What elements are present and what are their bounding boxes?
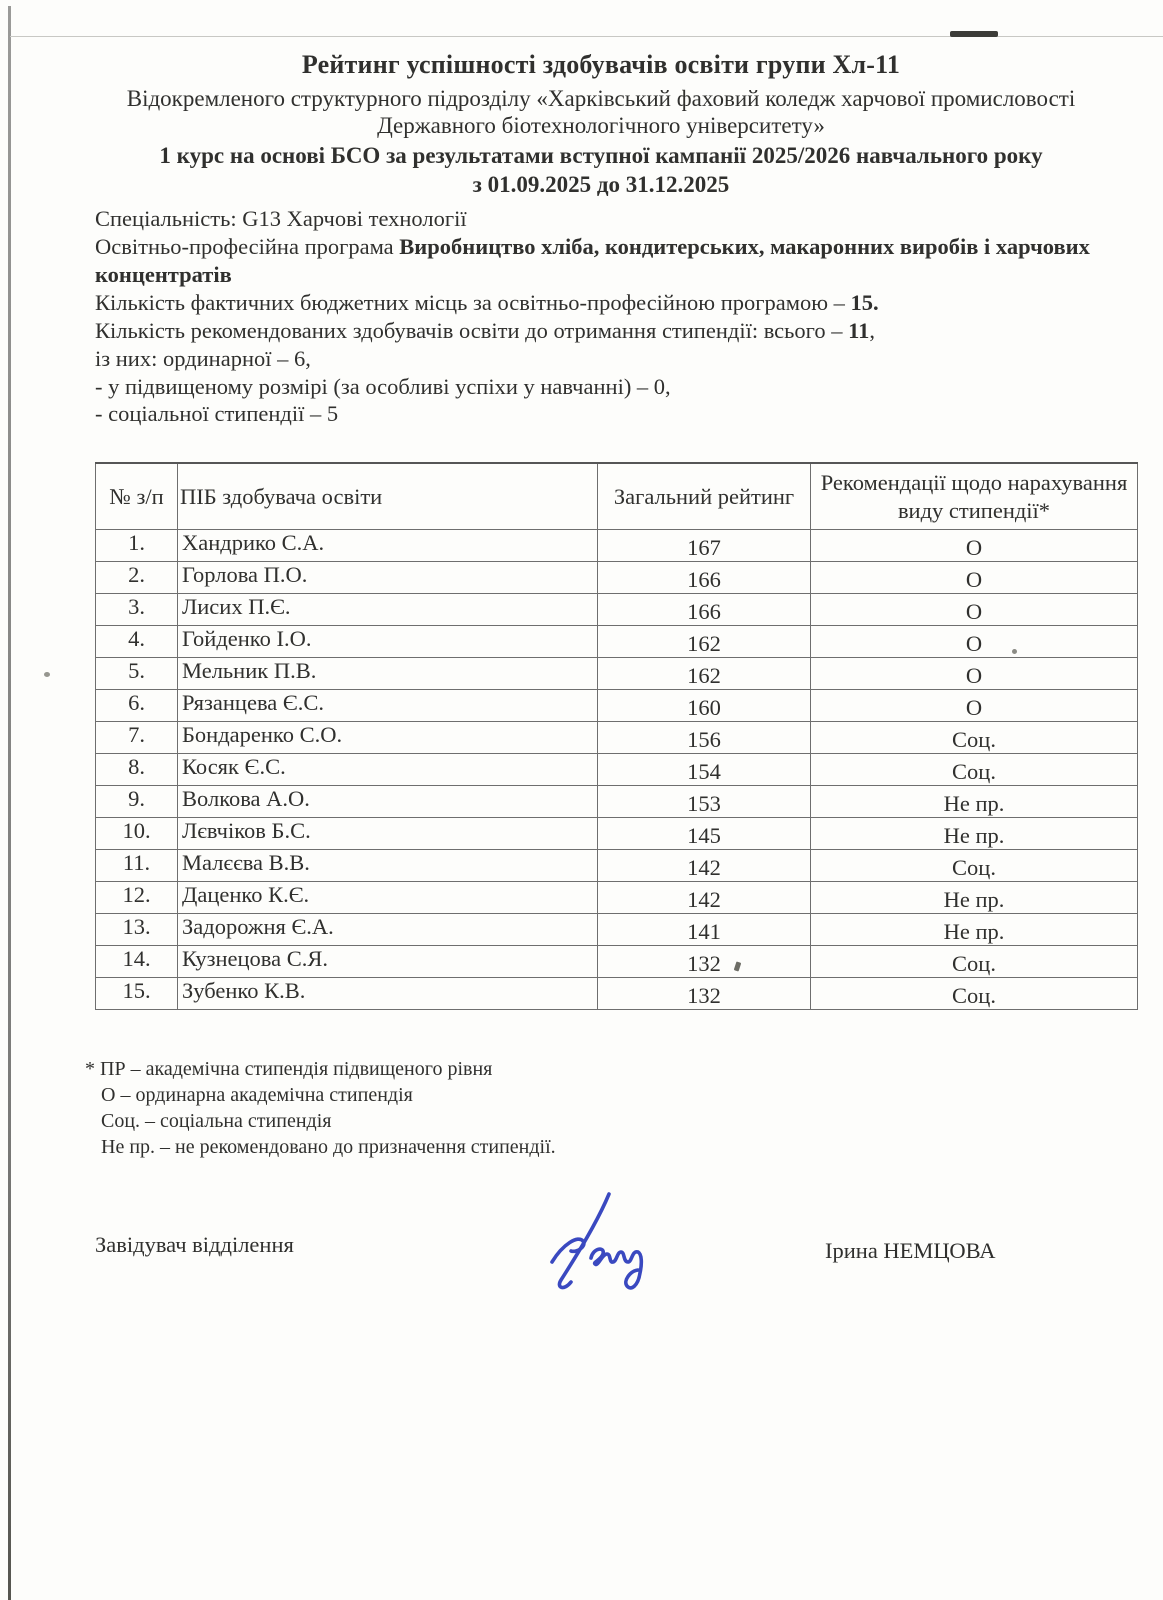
recommendation-value: Не пр.	[811, 818, 1138, 850]
recommendation-value: О	[811, 626, 1138, 658]
row-number: 4.	[96, 626, 178, 658]
footnote-social: Соц. – соціальна стипендія	[101, 1110, 332, 1133]
rating-value: 160	[598, 690, 811, 722]
table-row	[96, 882, 1138, 914]
rating-value: 142	[598, 850, 811, 882]
student-name: Задорожня Є.А.	[178, 914, 598, 946]
recommendation-value: Соц.	[811, 754, 1138, 786]
row-number: 5.	[96, 658, 178, 690]
student-name: Лисих П.Є.	[178, 594, 598, 626]
row-number: 9.	[96, 786, 178, 818]
row-number: 10.	[96, 818, 178, 850]
footnotes	[85, 1056, 1107, 1160]
recommendation-value: Соц.	[811, 722, 1138, 754]
table-row	[96, 626, 1138, 658]
table-row	[96, 754, 1138, 786]
rating-value: 145	[598, 818, 811, 850]
table-row	[96, 850, 1138, 882]
rating-value: 166	[598, 562, 811, 594]
footnote-pr: * ПР – академічна стипендія підвищеного рівня	[85, 1058, 493, 1081]
footnote-ordinary: О – ординарна академічна стипендія	[101, 1084, 413, 1107]
row-number: 14.	[96, 946, 178, 978]
row-number: 6.	[96, 690, 178, 722]
student-name: Горлова П.О.	[178, 562, 598, 594]
row-number: 1.	[96, 530, 178, 562]
recommended-tail: ,	[869, 317, 875, 343]
table-row	[96, 914, 1138, 946]
campaign-line: 1 курс на основі БСО за результатами вступної кампанії 2025/2026 навчального року	[159, 143, 1043, 169]
rating-value: 162	[598, 626, 811, 658]
row-number: 12.	[96, 882, 178, 914]
program-line	[95, 233, 1107, 289]
period-line: з 01.09.2025 до 31.12.2025	[472, 172, 730, 198]
recommendation-value: О	[811, 530, 1138, 562]
recommendation-value: О	[811, 562, 1138, 594]
recommendation-value: О	[811, 658, 1138, 690]
recommended-line	[95, 317, 1107, 345]
scan-edge-artifact	[8, 6, 11, 1600]
student-name: Мельник П.В.	[178, 658, 598, 690]
table-row	[96, 978, 1138, 1010]
student-name: Гойденко І.О.	[178, 626, 598, 658]
budget-prefix: Кількість фактичних бюджетних місць за освітньо-професійною програмою –	[95, 289, 851, 315]
row-number: 7.	[96, 722, 178, 754]
table-row	[96, 690, 1138, 722]
row-number: 3.	[96, 594, 178, 626]
rating-value: 167	[598, 530, 811, 562]
rating-value: 162	[598, 658, 811, 690]
student-name: Малєєва В.В.	[178, 850, 598, 882]
organization-line-1: Відокремленого структурного підрозділу «Харківський фаховий коледж харчової промисловості	[126, 86, 1076, 111]
rating-value: 153	[598, 786, 811, 818]
col-header-number: № з/п	[96, 463, 178, 529]
student-name: Косяк Є.С.	[178, 754, 598, 786]
student-name: Лєвчіков Б.С.	[178, 818, 598, 850]
recommendation-value: Не пр.	[811, 882, 1138, 914]
student-name: Бондаренко С.О.	[178, 722, 598, 754]
recommendation-value: Соц.	[811, 946, 1138, 978]
student-name: Даценко К.Є.	[178, 882, 598, 914]
recommendation-value: Соц.	[811, 978, 1138, 1010]
table-row	[96, 786, 1138, 818]
col-header-rating: Загальний рейтинг	[598, 463, 811, 529]
organization-line-2: Державного біотехнологічного університету»	[377, 113, 825, 139]
student-name: Хандрико С.А.	[178, 530, 598, 562]
col-header-student-name: ПІБ здобувача освіти	[178, 463, 598, 529]
student-name: Кузнецова С.Я.	[178, 946, 598, 978]
document-title: Рейтинг успішності здобувачів освіти групи Хл-11	[301, 50, 901, 79]
recommendation-value: Не пр.	[811, 786, 1138, 818]
program-prefix: Освітньо-професійна програма	[95, 234, 400, 260]
recommendation-value: Соц.	[811, 850, 1138, 882]
rating-value: 132	[598, 978, 811, 1010]
footnote-not-recommended: Не пр. – не рекомендовано до призначення стипендії.	[101, 1136, 556, 1159]
table-row	[96, 722, 1138, 754]
increased-line: - у підвищеному розмірі (за особливі успіхи у навчанні) – 0,	[95, 373, 671, 399]
budget-value: 15.	[850, 289, 879, 315]
signoff-block	[95, 1190, 1107, 1310]
signer-name: Ірина НЕМЦОВА	[825, 1238, 996, 1264]
recommendation-value: О	[811, 690, 1138, 722]
budget-places-line	[95, 289, 1107, 317]
rating-value: 166	[598, 594, 811, 626]
student-name: Зубенко К.В.	[178, 978, 598, 1010]
rating-value: 132	[598, 946, 811, 978]
student-name: Волкова А.О.	[178, 786, 598, 818]
rating-value: 141	[598, 914, 811, 946]
social-line: - соціальної стипендії – 5	[95, 401, 339, 427]
signer-position-label: Завідувач відділення	[95, 1232, 294, 1258]
row-number: 15.	[96, 978, 178, 1010]
document-header	[95, 0, 1107, 198]
row-number: 2.	[96, 562, 178, 594]
table-row	[96, 530, 1138, 562]
table-row	[96, 946, 1138, 978]
recommendation-value: О	[811, 594, 1138, 626]
row-number: 11.	[96, 850, 178, 882]
ordinary-line: із них: ординарної – 6,	[95, 345, 311, 371]
rating-value: 156	[598, 722, 811, 754]
header-row	[96, 463, 1138, 529]
student-name: Рязанцева Є.С.	[178, 690, 598, 722]
table-row	[96, 594, 1138, 626]
table-row	[96, 562, 1138, 594]
scan-speck	[44, 672, 50, 677]
table-row	[96, 818, 1138, 850]
rating-value: 154	[598, 754, 811, 786]
rating-value: 142	[598, 882, 811, 914]
col-header-recommendation: Рекомендації щодо нарахування виду стипендії*	[811, 463, 1138, 529]
recommended-value: 11	[848, 317, 870, 343]
rating-table	[95, 462, 1138, 1010]
rating-table-head	[96, 463, 1138, 529]
specialty-line: Спеціальність: G13 Харчові технології	[95, 206, 467, 232]
document-details	[95, 205, 1107, 428]
handwritten-signature	[545, 1190, 677, 1300]
table-row	[96, 658, 1138, 690]
program-name: Виробництво хліба, кондитерських, макаронних виробів і харчових концентратів	[95, 234, 1090, 288]
recommended-prefix: Кількість рекомендованих здобувачів освіти до отримання стипендії: всього –	[95, 317, 849, 343]
row-number: 8.	[96, 754, 178, 786]
row-number: 13.	[96, 914, 178, 946]
document-content	[85, 0, 1128, 1310]
rating-table-body	[96, 530, 1138, 1010]
recommendation-value: Не пр.	[811, 914, 1138, 946]
